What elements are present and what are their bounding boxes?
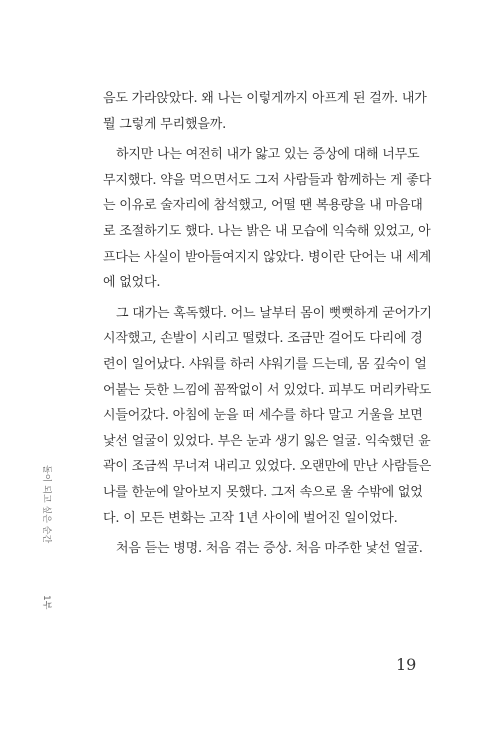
text-line: 무지했다. 약을 먹으면서도 그저 사람들과 함께하는 게 좋다 [103, 172, 432, 188]
body-text [103, 86, 431, 562]
text-line: 는 이유로 술자리에 참석했고, 어떨 땐 복용량을 내 마음대 [103, 198, 423, 214]
text-line: 그 대가는 혹독했다. 어느 날부터 몸이 뻣뻣하게 굳어가기 [116, 305, 432, 321]
running-header [41, 465, 58, 685]
text-line: 에 없었다. [103, 275, 161, 291]
text-line: 하지만 나는 여전히 내가 앓고 있는 증상에 대해 너무도 [116, 147, 420, 163]
part-label: 1부 [41, 595, 51, 610]
text-line: 로 조절하기도 했다. 나는 밝은 내 모습에 익숙해 있었고, 아 [103, 223, 431, 239]
text-line: 음도 가라앉았다. 왜 나는 이렇게까지 아프게 된 걸까. 내가 [103, 91, 427, 106]
text-line: 시들어갔다. 아침에 눈을 떠 세수를 하다 말고 거울을 보면 [103, 408, 423, 424]
text-line: 뭘 그렇게 무리했을까. [103, 116, 227, 132]
page-number: 19 [396, 655, 417, 674]
book-title: 돌이 되고 싶은 순간 [41, 465, 51, 544]
text-line: 프다는 사실이 받아들여지지 않았다. 병이란 단어는 내 세계 [103, 249, 432, 265]
text-line: 처음 듣는 병명. 처음 겪는 증상. 처음 마주한 낯선 얼굴. [116, 541, 423, 557]
text-line: 낯선 얼굴이 있었다. 부은 눈과 생기 잃은 얼굴. 익숙했던 윤 [103, 433, 431, 449]
text-line: 시작했고, 손발이 시리고 떨렸다. 조금만 걸어도 다리에 경 [103, 331, 423, 347]
text-line: 곽이 조금씩 무너져 내리고 있었다. 오랜만에 만난 사람들은 [103, 459, 432, 475]
text-line: 어붙는 듯한 느낌에 꼼짝없이 서 있었다. 피부도 머리카락도 [103, 382, 432, 398]
text-line: 련이 일어났다. 샤워를 하러 샤워기를 드는데, 몸 깊숙이 얼 [103, 356, 427, 372]
text-line: 나를 한눈에 알아보지 못했다. 그저 속으로 울 수밖에 없었 [103, 484, 423, 500]
text-line: 다. 이 모든 변화는 고작 1년 사이에 벌어진 일이었다. [103, 510, 398, 526]
